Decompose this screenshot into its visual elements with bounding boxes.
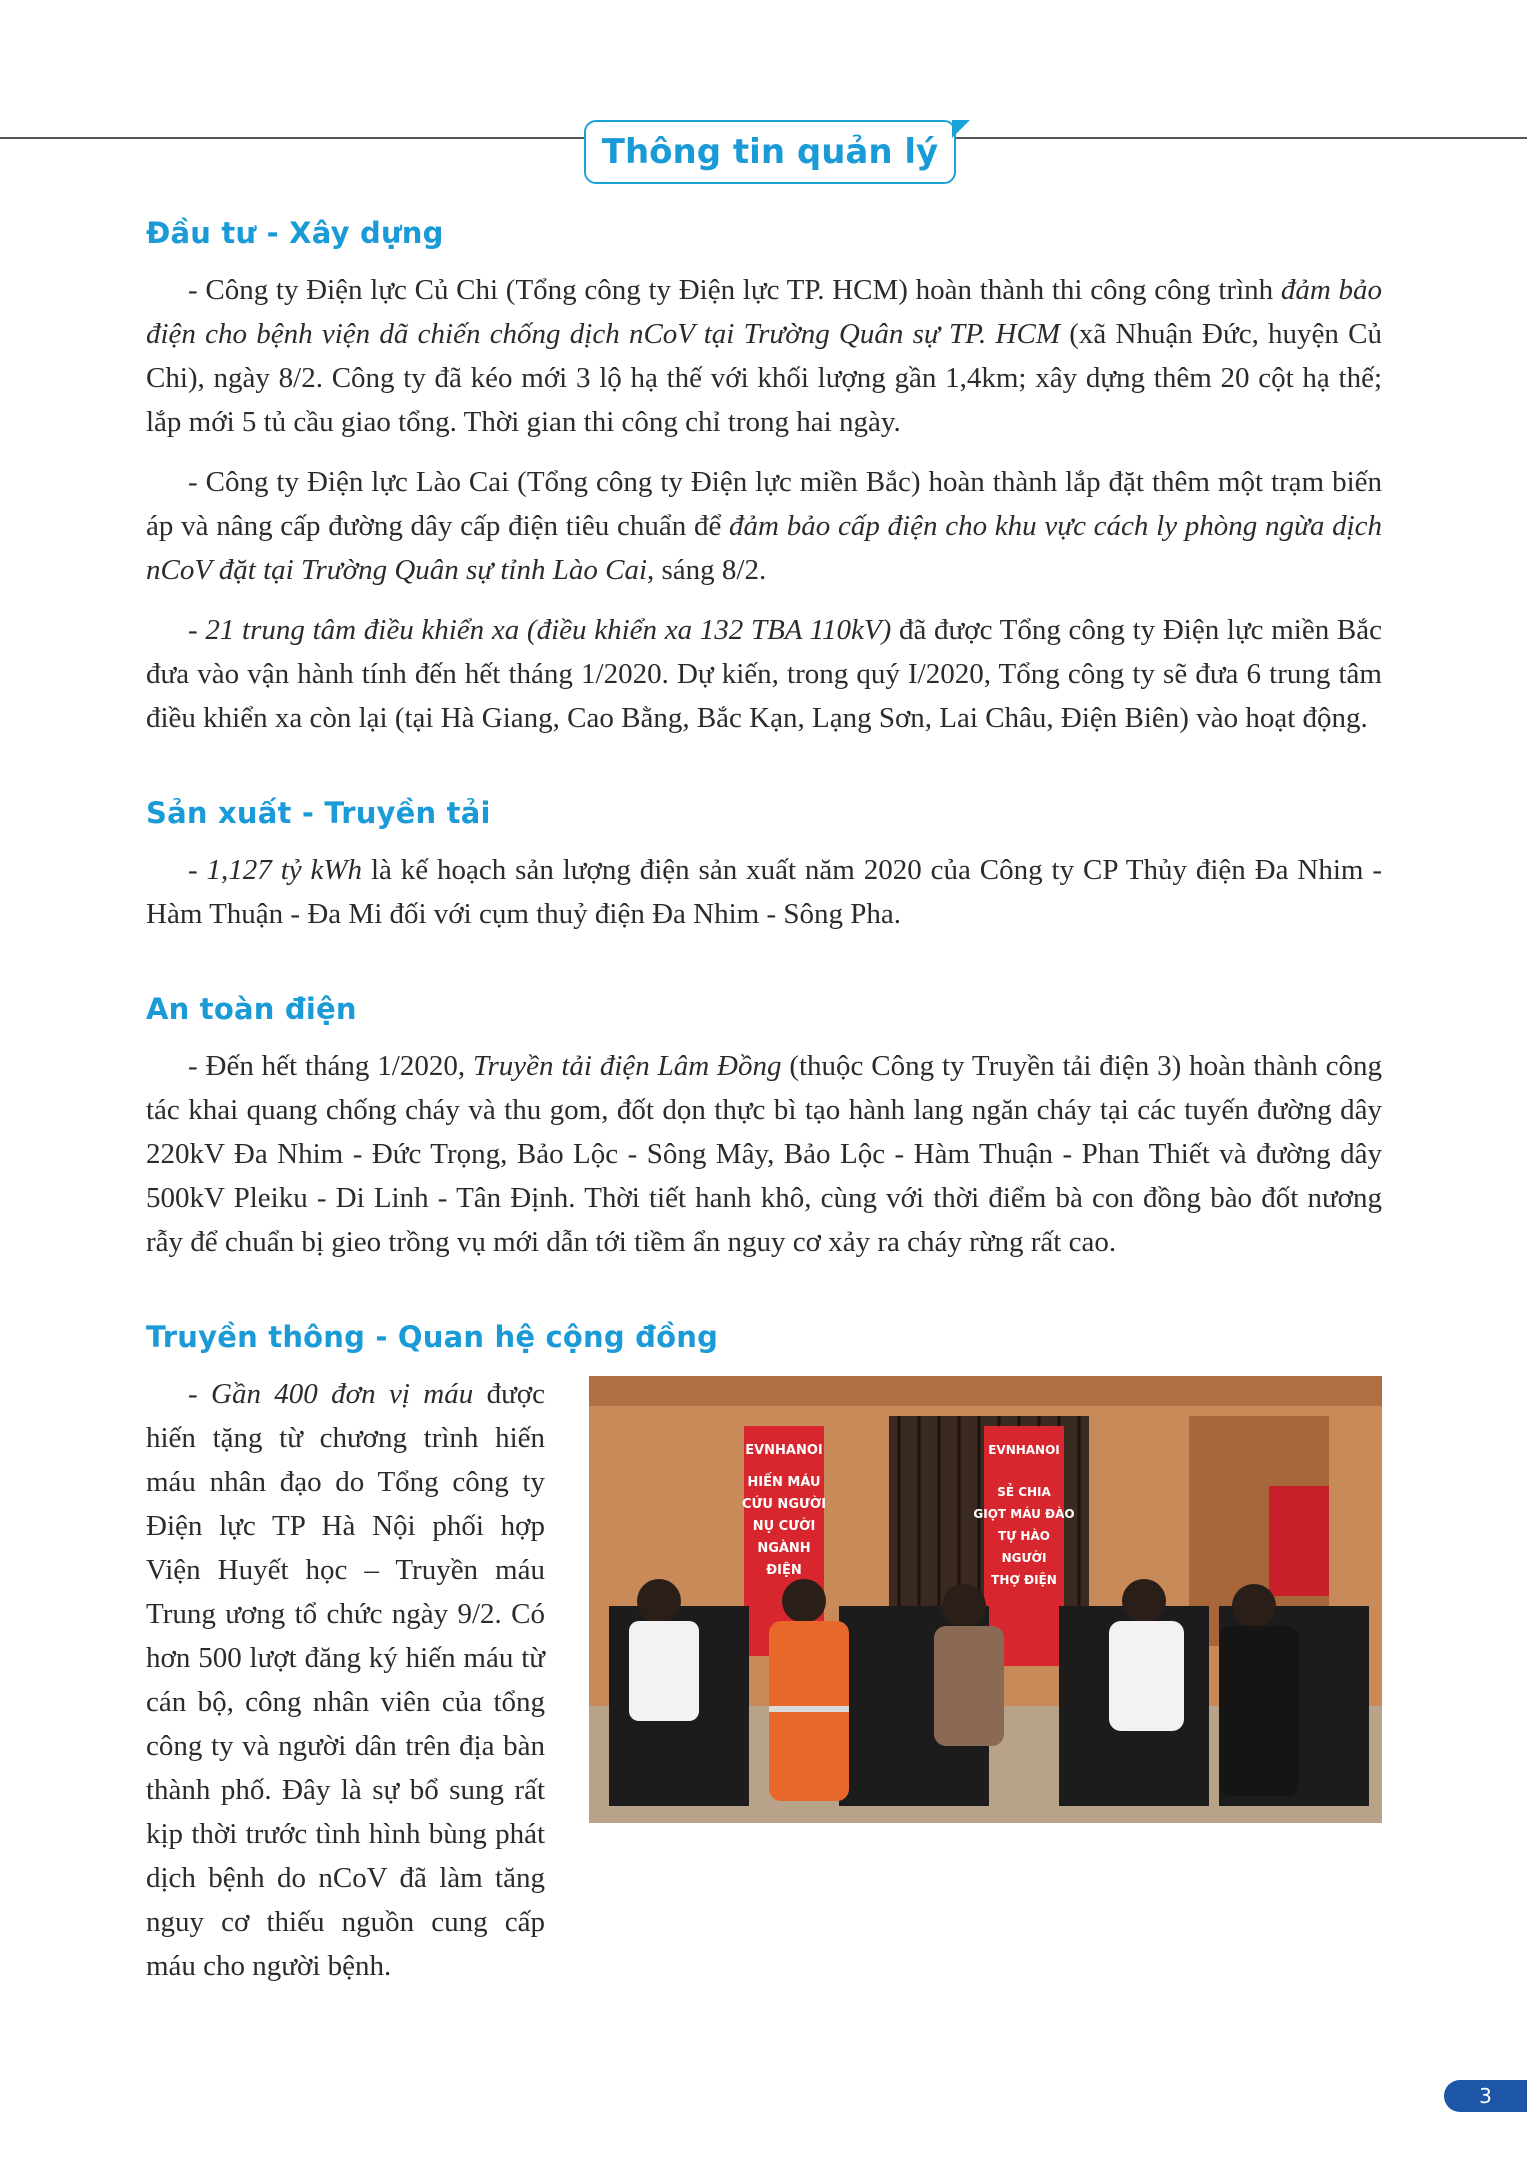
article-content: [146, 216, 1382, 2060]
banner-left-line: HIẾN MÁU: [747, 1475, 821, 1490]
text-run: , sáng 8/2.: [647, 554, 767, 586]
paragraph: [146, 848, 1382, 936]
emphasis-run: - 1,127 tỷ kWh: [188, 854, 363, 886]
section-production: [146, 796, 1382, 936]
paragraph: [146, 1044, 1382, 1264]
text-run: đã được Tổng công ty Điện lực miền Bắc đưa vào vận hành tính đến hết tháng 1/2020. Dự kiến, trong quý I/2020, Tổng công ty sẽ đưa 6 trung tâm điều khiển xa còn lại (tại Hà Giang, Cao Bằng, Bắc Kạn, Lạng Sơn, Lai Châu, Điện Biên) vào hoạt động.: [146, 614, 1383, 734]
header-rule-right: [955, 137, 1527, 139]
text-run: được hiến tặng từ chương trình hiến máu nhân đạo do Tổng công ty Điện lực TP Hà Nội phối hợp Viện Huyết học – Truyền máu Trung ương tổ chức ngày 9/2. Có hơn 500 lượt đăng ký hiến máu từ cán bộ, công nhân viên của tổng công ty và người dân trên địa bàn thành phố. Đây là sự bổ sung rất kịp thời trước tình hình bùng phát dịch bệnh do nCoV đã làm tăng nguy cơ thiếu nguồn cung cấp máu cho người bệnh.: [146, 1378, 545, 1982]
banner-right-line: THỢ ĐIỆN: [991, 1573, 1057, 1587]
section-communication: [146, 1320, 1382, 2004]
paragraph: [146, 1372, 545, 1988]
title-tab-corner: [952, 120, 970, 138]
banner-left-line: NGÀNH: [757, 1541, 811, 1556]
emphasis-run: Truyền tải điện Lâm Đồng: [472, 1050, 782, 1082]
text-run: - Đến hết tháng 1/2020,: [188, 1050, 473, 1082]
section-heading: Đầu tư - Xây dựng: [146, 216, 444, 250]
text-run: là kế hoạch sản lượng điện sản xuất năm 2020 của Công ty CP Thủy điện Đa Nhim - Hàm Thuận - Đa Mi đối với cụm thuỷ điện Đa Nhim - Sông Pha.: [146, 854, 1382, 930]
blood-donation-photo: [589, 1376, 1382, 1823]
paragraph: [146, 268, 1382, 444]
banner-right-line: GIỌT MÁU ĐÀO: [973, 1507, 1075, 1521]
banner-left-line: ĐIỆN: [766, 1563, 802, 1578]
banner-right-line: SẺ CHIA: [997, 1485, 1051, 1499]
text-run: (xã Nhuận Đức, huyện Củ Chi), ngày 8/2. Công ty đã kéo mới 3 lộ hạ thế với khối lượng gần 1,4km; xây dựng thêm 20 cột hạ thế; lắp mới 5 tủ cầu giao tổng. Thời gian thi công chỉ trong hai ngày.: [146, 318, 1383, 438]
paragraph: [146, 460, 1382, 592]
paragraph: [146, 608, 1382, 740]
emphasis-run: đảm bảo cấp điện cho khu vực cách ly phòng ngừa dịch nCoV đặt tại Trường Quân sự tỉnh Lào Cai: [146, 510, 1382, 586]
emphasis-run: đảm bảo điện cho bệnh viện dã chiến chống dịch nCoV tại Trường Quân sự TP. HCM: [146, 274, 1382, 350]
section-safety: [146, 992, 1382, 1264]
text-run: - Công ty Điện lực Củ Chi (Tổng công ty Điện lực TP. HCM) hoàn thành thi công công trình: [188, 274, 1281, 306]
section-heading: Sản xuất - Truyền tải: [146, 796, 491, 830]
banner-right-line: TỰ HÀO: [998, 1529, 1050, 1543]
page-number: 3: [1444, 2080, 1527, 2112]
section-heading: Truyền thông - Quan hệ cộng đồng: [146, 1320, 719, 1354]
emphasis-run: - Gần 400 đơn vị máu: [188, 1378, 474, 1410]
text-run: (thuộc Công ty Truyền tải điện 3) hoàn thành công tác khai quang chống cháy và thu gom, đốt dọn thực bì tạo hành lang ngăn cháy tại các tuyến đường dây 220kV Đa Nhim - Đức Trọng, Bảo Lộc - Sông Mây, Bảo Lộc - Hàm Thuận - Phan Thiết và đường dây 500kV Pleiku - Di Linh - Tân Định. Thời tiết hanh khô, cùng với thời điểm bà con đồng bào đốt nương rẫy để chuẩn bị gieo trồng vụ mới dẫn tới tiềm ẩn nguy cơ xảy ra cháy rừng rất cao.: [146, 1050, 1382, 1258]
banner-left-line: NỤ CƯỜI: [752, 1519, 816, 1534]
banner-left-line: EVNHANOI: [745, 1443, 823, 1458]
page-title: Thông tin quản lý: [584, 120, 956, 184]
section-heading: An toàn điện: [146, 992, 357, 1026]
banner-right-line: EVNHANOI: [988, 1443, 1060, 1457]
header-rule-left: [0, 137, 585, 139]
banner-right-line: NGƯỜI: [1001, 1551, 1047, 1565]
text-run: - Công ty Điện lực Lào Cai (Tổng công ty Điện lực miền Bắc) hoàn thành lắp đặt thêm một trạm biến áp và nâng cấp đường dây cấp điện tiêu chuẩn để: [146, 466, 1382, 542]
section-investment: [146, 216, 1382, 740]
emphasis-run: - 21 trung tâm điều khiển xa (điều khiển xa 132 TBA 110kV): [188, 614, 892, 646]
banner-left-line: CỨU NGƯỜI: [741, 1497, 827, 1512]
